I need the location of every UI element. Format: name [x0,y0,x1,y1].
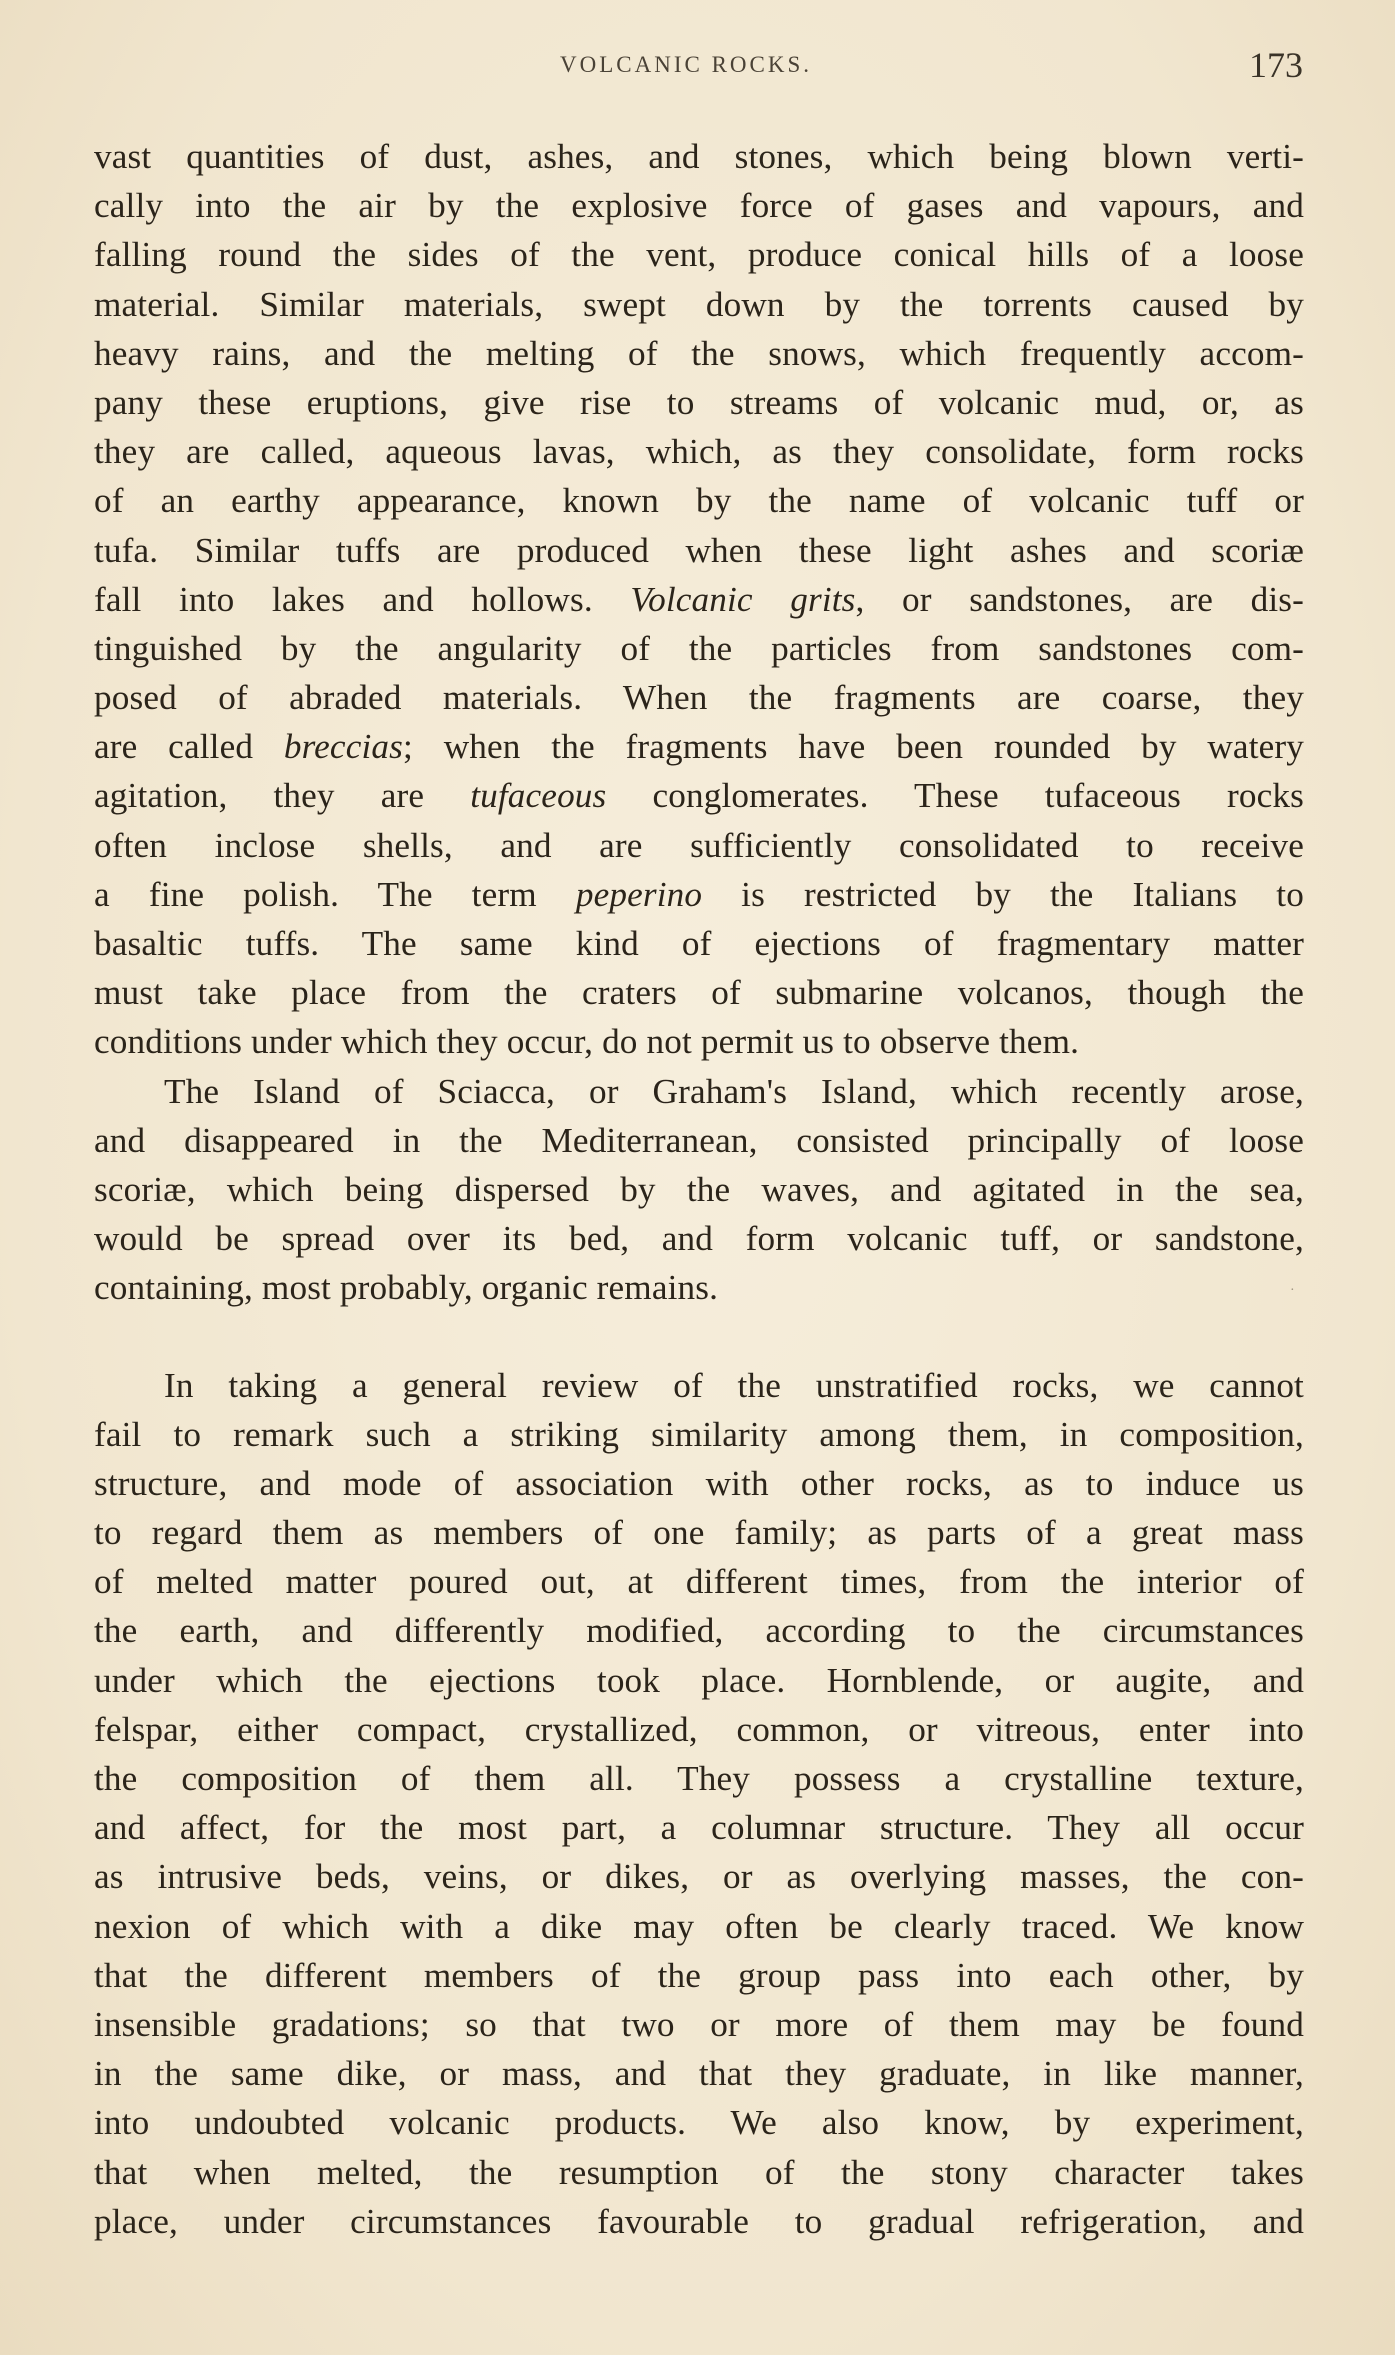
text-line: basaltic tuffs. The same kind of ejections of fragmentary matter [94,924,1304,963]
text-line: of melted matter poured out, at different times, from the interior of [94,1562,1304,1602]
text-line: posed of abraded materials. When the fragments are coarse, they [94,678,1304,718]
text-line: tinguished by the angularity of the particles from sandstones com- [94,628,1304,668]
paragraph-2 [94,1067,1304,1313]
paragraph-3 [94,1361,1304,2246]
text-line: of an earthy appearance, known by the name of volcanic tuff or [94,481,1304,521]
paragraph-1 [94,132,1304,1067]
text-line: are called breccias; when the fragments have been rounded by watery [94,727,1304,767]
text-line: containing, most probably, organic remains. [94,1268,719,1308]
text-line: vast quantities of dust, ashes, and stones, which being blown verti- [94,137,1304,176]
text-line: to regard them as members of one family; as parts of a great mass [94,1513,1304,1553]
text-line: the earth, and differently modified, according to the circumstances [94,1611,1304,1651]
text-line: material. Similar materials, swept down by the torrents caused by [94,284,1304,324]
text-line: insensible gradations; so that two or more of them may be found [94,2004,1304,2044]
text-line: nexion of which with a dike may often be clearly traced. We know [94,1906,1304,1946]
body-text [94,132,1304,2246]
page-number: 173 [1249,45,1303,85]
stray-print-mark: · [1290,1283,1295,1298]
text-line: falling round the sides of the vent, produce conical hills of a loose [94,235,1304,275]
text-line: structure, and mode of association with other rocks, as to induce us [94,1463,1304,1503]
text-line: and affect, for the most part, a columnar structure. They all occur [94,1808,1304,1848]
text-line: place, under circumstances favourable to gradual refrigeration, and [94,2201,1304,2241]
text-line: In taking a general review of the unstratified rocks, we cannot [164,1365,1304,1405]
text-line: under which the ejections took place. Hornblende, or augite, and [94,1660,1304,1700]
text-line: and disappeared in the Mediterranean, consisted principally of loose [94,1120,1304,1160]
text-line: as intrusive beds, veins, or dikes, or as overlying masses, the con- [94,1857,1304,1897]
text-line: tufa. Similar tuffs are produced when these light ashes and scoriæ [94,530,1304,570]
text-line: a fine polish. The term peperino is restricted by the Italians to [94,874,1304,914]
text-line: into undoubted volcanic products. We also know, by experiment, [94,2103,1304,2143]
text-line: the composition of them all. They possess a crystalline texture, [94,1759,1304,1798]
text-line: must take place from the craters of submarine volcanos, though the [94,973,1304,1013]
text-line: would be spread over its bed, and form volcanic tuff, or sandstone, [94,1219,1304,1259]
text-line: The Island of Sciacca, or Graham's Island, which recently arose, [164,1071,1304,1111]
text-line: that the different members of the group pass into each other, by [94,1955,1304,1995]
text-line: in the same dike, or mass, and that they graduate, in like manner, [94,2054,1304,2094]
text-line: felspar, either compact, crystallized, common, or vitreous, enter into [94,1709,1304,1749]
text-line: they are called, aqueous lavas, which, as they consolidate, form rocks [94,432,1304,472]
text-line: conditions under which they occur, do not permit us to observe them. [94,1022,1080,1062]
text-line: agitation, they are tufaceous conglomerates. These tufaceous rocks [94,776,1304,816]
text-line: fail to remark such a striking similarity among them, in composition, [94,1414,1304,1454]
text-line: fall into lakes and hollows. Volcanic grits, or sandstones, are dis- [94,579,1304,619]
text-line: that when melted, the resumption of the stony character takes [94,2152,1304,2192]
text-line: heavy rains, and the melting of the snows, which frequently accom- [94,333,1304,373]
text-line: often inclose shells, and are sufficiently consolidated to receive [94,825,1304,865]
running-head: VOLCANIC ROCKS. [560,52,813,77]
text-line: cally into the air by the explosive force of gases and vapours, and [94,186,1304,226]
text-line: scoriæ, which being dispersed by the waves, and agitated in the sea, [94,1169,1304,1209]
text-line: pany these eruptions, give rise to streams of volcanic mud, or, as [94,382,1304,422]
section-gap [94,1313,1304,1361]
